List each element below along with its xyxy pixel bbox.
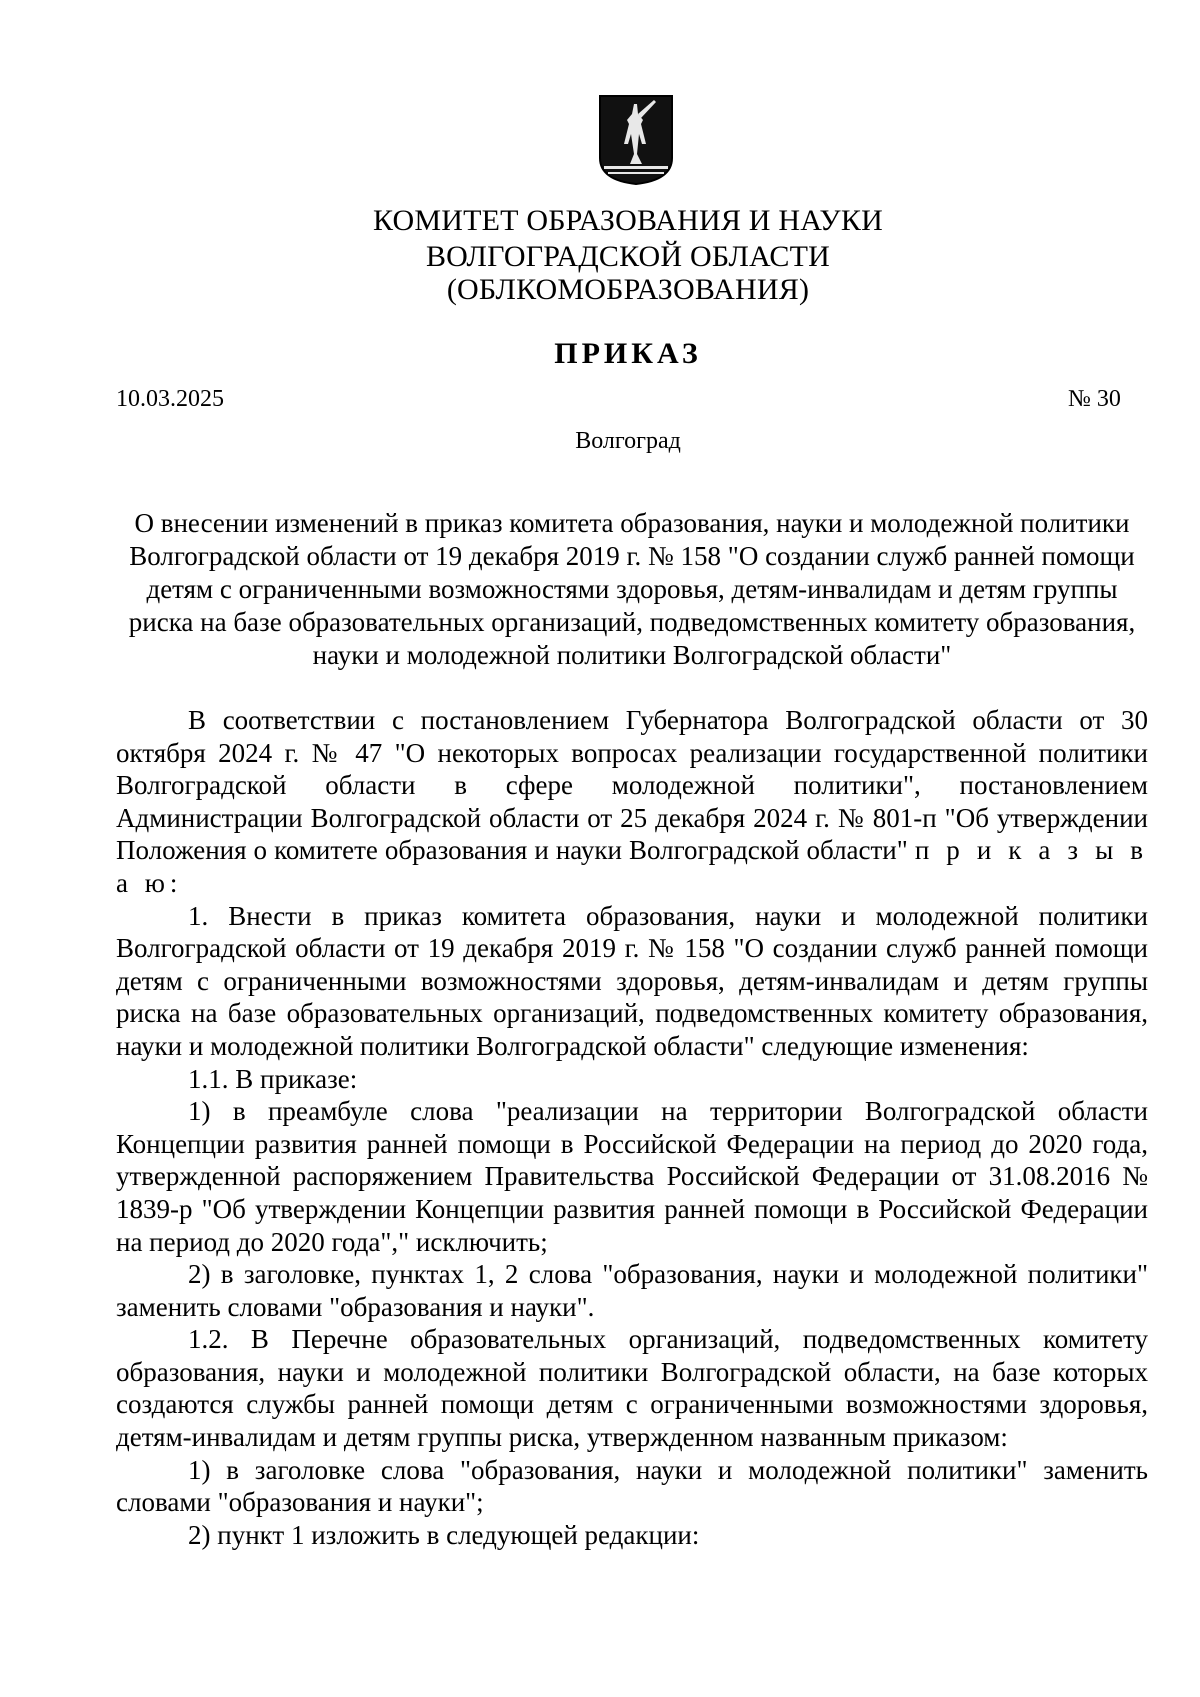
organization-abbreviation: (ОБЛКОМОБРАЗОВАНИЯ) (446, 273, 810, 306)
document-city: Волгоград (575, 428, 681, 454)
paragraph-1-1-item-1: 1) в преамбуле слова "реализации на территории Волгоградской области Концепции развития ранней помощи в Российской Федерации на период до 2020 года, утвержденной распоряжением Правительства Российской Федерации от 31.08.2016 № 1839-р "Об утверждении Концепции развития ранней помощи в Российской Федерации на период до 2020 года"," исключить; (116, 1096, 1148, 1257)
preamble-text: В соответствии с постановлением Губернатора Волгоградской области от 30 октября 2024 г. № 47 "О некоторых вопросах реализации государственной политики Волгоградской области в сфере молодежной политики", постановлением Администрации Волгоградской области от 25 декабря 2024 г. № 801-п "Об утверждении Положения о комитете образования и науки Волгоградской области" (116, 705, 1148, 866)
paragraph-preamble (116, 704, 1148, 900)
paragraph-1-1-item-2: 2) в заголовке, пунктах 1, 2 слова "образования, науки и молодежной политики" заменить словами "образования и науки". (116, 1259, 1148, 1322)
paragraph-1-1: 1.1. В приказе: (188, 1063, 358, 1094)
document-number: № 30 (1068, 386, 1121, 412)
document-type: ПРИКАЗ (554, 337, 702, 370)
paragraph-1-2-item-1: 1) в заголовке слова "образования, науки и молодежной политики" заменить словами "образования и науки"; (116, 1454, 1148, 1518)
volgograd-coat-of-arms-icon (596, 94, 676, 186)
organization-name-line2: ВОЛГОГРАДСКОЙ ОБЛАСТИ (425, 240, 831, 273)
document-title: О внесении изменений в приказ комитета образования, науки и молодежной политики Волгоградской области от 19 декабря 2019 г. № 158 "О создании служб ранней помощи детям с ограниченными возможностями здоровья, детям-инвалидам и детям группы риска на базе образовательных организаций, подведомственных комитету образования, науки и молодежной политики Волгоградской области" (128, 508, 1136, 670)
paragraph-1-2-item-2: 2) пункт 1 изложить в следующей редакции: (188, 1519, 700, 1550)
paragraph-1: 1. Внести в приказ комитета образования, науки и молодежной политики Волгоградской области от 19 декабря 2019 г. № 158 "О создании служб ранней помощи детям с ограниченными возможностями здоровья, детям-инвалидам и детям группы риска на базе образовательных организаций, подведомственных комитету образования, науки и молодежной политики Волгоградской области" следующие изменения: (116, 900, 1148, 1061)
organization-name-line1: КОМИТЕТ ОБРАЗОВАНИЯ И НАУКИ (373, 204, 883, 237)
document-body (116, 704, 1148, 1551)
document-date: 10.03.2025 (116, 386, 224, 412)
prikazyvayu-text: п р и к а з ы в а ю: (116, 835, 1149, 898)
paragraph-1-2: 1.2. В Перечне образовательных организаций, подведомственных комитету образования, науки и молодежной политики Волгоградской области, на базе которых создаются службы ранней помощи детям с ограниченными возможностями здоровья, детям-инвалидам и детям группы риска, утвержденном названным приказом: (116, 1324, 1148, 1453)
